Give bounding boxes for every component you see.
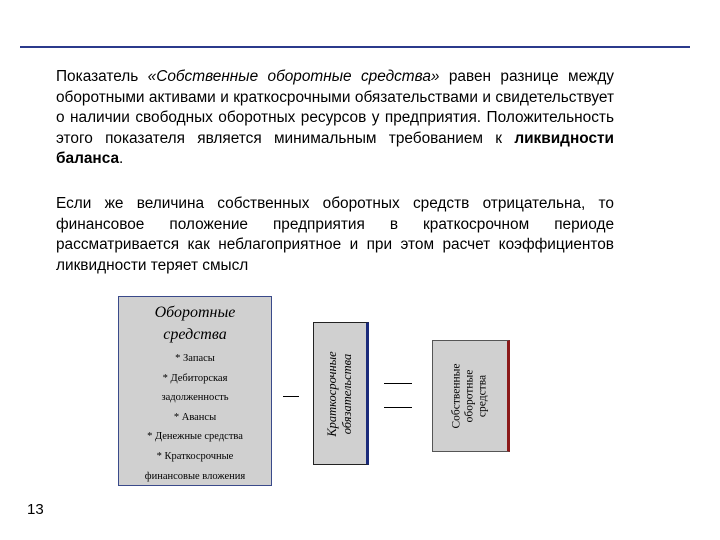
own-capital-line2: оборотные: [463, 369, 476, 423]
paragraph-lead: Показатель: [56, 68, 148, 85]
term-balance-liquidity: ликвидности баланса: [56, 129, 614, 168]
term-own-working-capital: «Собственные оборотные средства»: [147, 68, 440, 85]
short-term-liabilities-label: [325, 351, 355, 436]
current-assets-title: [119, 302, 271, 346]
top-divider: [20, 46, 690, 48]
current-assets-list: [119, 349, 271, 486]
own-capital-line1: Собственные: [450, 363, 463, 429]
equals-sign-top: [384, 383, 412, 384]
asset-item-cash: * Денежные средства: [147, 431, 243, 443]
liabilities-line2: обязательства: [340, 353, 354, 434]
current-assets-box: [118, 296, 272, 486]
asset-item-receivables: * Дебиторская: [162, 372, 228, 384]
current-assets-title-line1: Оборотные: [154, 304, 236, 321]
asset-item-short-term: * Краткосрочные: [156, 450, 234, 462]
short-term-liabilities-box: [313, 322, 369, 465]
liabilities-line1: Краткосрочные: [325, 350, 339, 437]
equals-sign-bottom: [384, 407, 412, 408]
asset-item-advances: * Авансы: [173, 411, 217, 423]
paragraph-end: .: [119, 150, 124, 168]
paragraph-definition: [56, 67, 614, 170]
asset-item-inventory: * Запасы: [175, 353, 215, 364]
asset-item-investments: финансовые вложения: [144, 470, 246, 482]
current-assets-title-line2: средства: [163, 326, 227, 343]
own-working-capital-box: [432, 340, 510, 452]
asset-item-receivables-cont: задолженность: [161, 392, 229, 404]
minus-sign: [283, 396, 299, 397]
paragraph-negative-case: Если же величина собственных оборотных средств отрицательна, то финансовое положение предприятия в краткосрочном периоде рассматривается как неблагоприятное и при этом расчет коэффициентов ликвидности теряет смысл: [56, 195, 614, 274]
paragraph-body: равен разнице между оборотными активами и краткосрочными обязательствами и свидетельствует о наличии свободных оборотных ресурсов у предприятия. Положительность этого показателя является минимальным требованием к: [56, 68, 614, 147]
own-capital-line3: средства: [476, 374, 489, 418]
page-number: 13: [27, 501, 44, 518]
own-working-capital-label: [451, 363, 490, 428]
